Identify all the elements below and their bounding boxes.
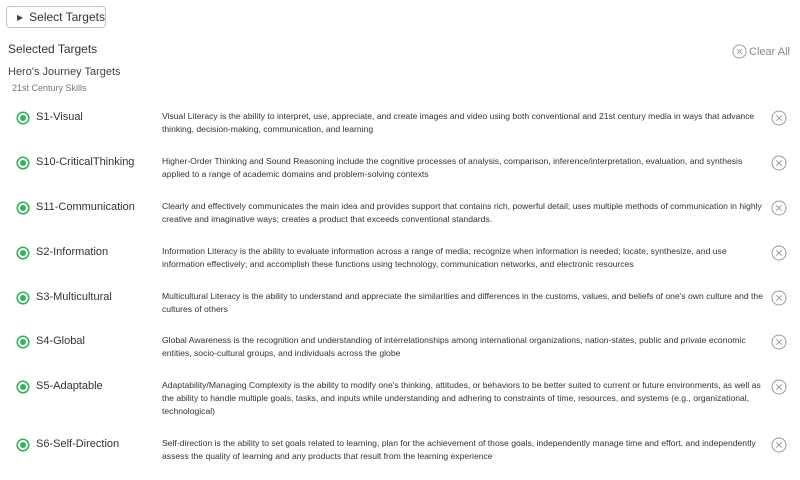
target-name: S11-Communication [36,201,135,213]
target-name: S5-Adaptable [36,380,103,392]
close-circle-icon[interactable] [771,379,787,395]
close-circle-icon[interactable] [771,437,787,453]
target-description: Global Awareness is the recognition and understanding of interrelationships among international organizations, nation-states, public and private economic entities, socio-cultural groups, and individuals across the globe [162,335,746,358]
check-circle-icon [16,246,30,260]
check-circle-icon [16,111,30,125]
close-circle-icon[interactable] [771,290,787,306]
check-circle-icon [16,380,30,394]
target-name: S3-Multicultural [36,291,112,303]
close-circle-icon[interactable] [771,334,787,350]
target-name: S1-Visual [36,111,83,123]
select-targets-button[interactable] [6,6,106,28]
check-circle-icon [16,201,30,215]
target-name: S10-CriticalThinking [36,156,135,168]
group-title: Hero's Journey Targets [8,66,121,78]
selected-targets-title: Selected Targets [8,42,98,56]
close-circle-icon [732,44,747,59]
close-circle-icon[interactable] [771,155,787,171]
check-circle-icon [16,156,30,170]
check-circle-icon [16,438,30,452]
target-description: Multicultural Literacy is the ability to understand and appreciate the similarities and differences in the customs, values, and beliefs of one's own culture and the cultures of others [162,291,763,314]
close-circle-icon[interactable] [771,200,787,216]
target-description: Information Literacy is the ability to evaluate information across a range of media; recognize when information is needed; locate, synthesize, and use information effectively; and accomplish these functions using technology, communication networks, and electronic resources [162,246,727,269]
target-name: S6-Self-Direction [36,438,120,450]
target-description: Self-direction is the ability to set goals related to learning, plan for the achievement of those goals, independently manage time and effort, and independently assess the quality of learning and any products that result from the learning experience [162,438,756,461]
close-circle-icon[interactable] [771,245,787,261]
close-circle-icon[interactable] [771,110,787,126]
target-description: Adaptability/Managing Complexity is the ability to modify one's thinking, attitudes, or behaviors to be better suited to current or future environments, as well as the ability to handle multiple goals, tasks, and inputs while understanding and adhering to constraints of time, resources, and systems (e.g., organizational, technological) [162,380,761,416]
caret-right-icon: ▶ [17,12,24,22]
target-description: Visual Literacy is the ability to interpret, use, appreciate, and create images and video using both conventional and 21st century media in ways that advance thinking, decision-making, communication, and learning [162,111,755,134]
check-circle-icon [16,335,30,349]
target-name: S4-Global [36,335,85,347]
select-targets-label: Select Targets [29,10,105,24]
group-subtitle: 21st Century Skills [12,83,87,93]
target-description: Higher-Order Thinking and Sound Reasoning include the cognitive processes of analysis, comparison, inference/interpretation, evaluation, and synthesis applied to a range of academic domains and problem-solving contexts [162,156,743,179]
target-name: S2-Information [36,246,109,258]
target-description: Clearly and effectively communicates the main idea and provides support that contains rich, powerful detail; uses multiple methods of communication in highly creative and imaginative ways; creates a product that exceeds conventional standards. [162,201,762,224]
clear-all-button[interactable] [732,44,790,59]
check-circle-icon [16,291,30,305]
clear-all-label: Clear All [749,45,790,58]
